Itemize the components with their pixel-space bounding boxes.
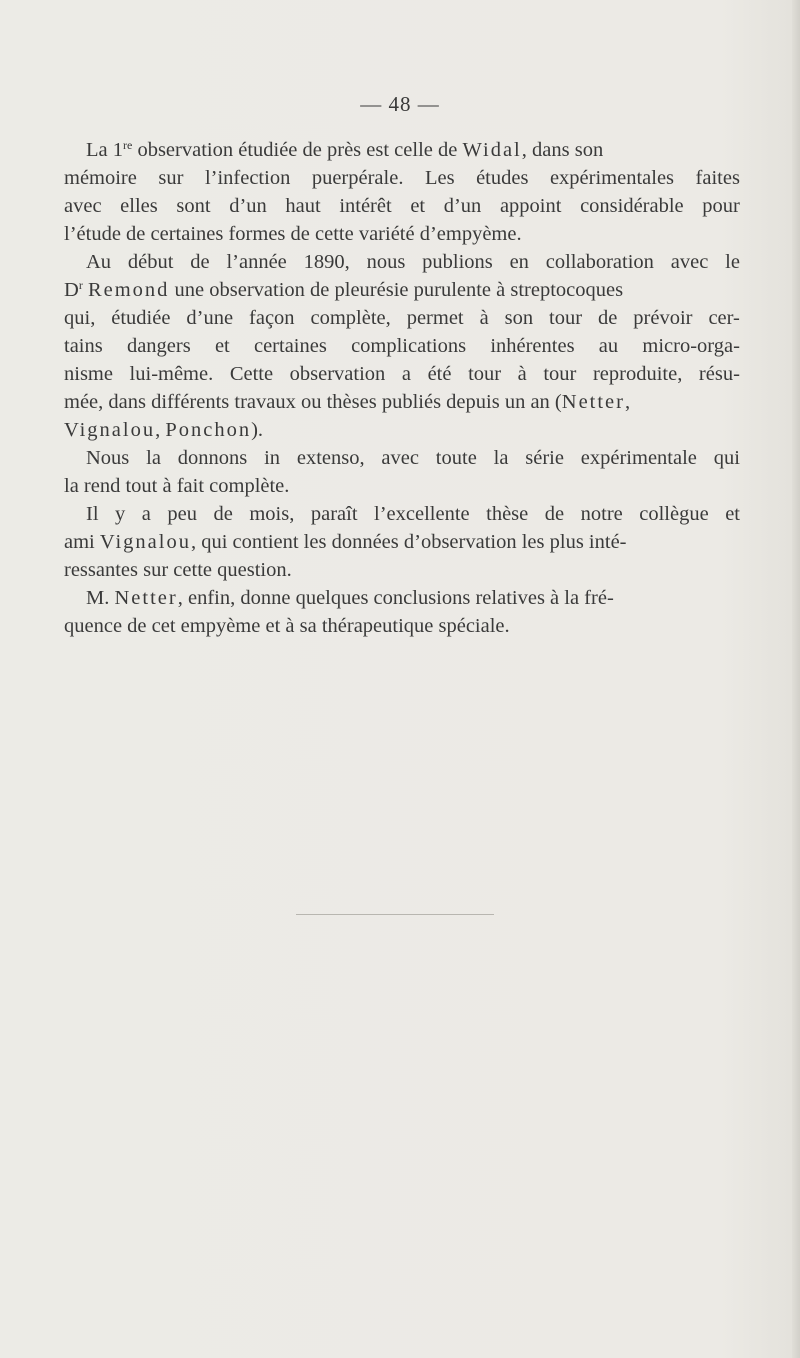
word: donnons bbox=[177, 447, 248, 469]
page-number: — 48 — bbox=[360, 92, 440, 116]
text-fragment: ). bbox=[251, 419, 264, 441]
text-fragment: ami bbox=[64, 531, 100, 553]
word: de bbox=[213, 503, 233, 525]
word: série bbox=[525, 447, 564, 469]
word: complications bbox=[351, 335, 467, 357]
word: au bbox=[598, 335, 619, 357]
word: la bbox=[493, 447, 509, 469]
word: puerpérale. bbox=[311, 167, 404, 189]
word: observation bbox=[289, 363, 386, 385]
word: toute bbox=[435, 447, 477, 469]
text-fragment: , enfin, donne quelques conclusions relatives à la fré- bbox=[177, 587, 614, 609]
text-fragment: mée, dans différents travaux ou thèses publiés depuis un an ( bbox=[64, 391, 562, 413]
word: d’un bbox=[443, 195, 482, 217]
word: l’année bbox=[226, 251, 287, 273]
word: à bbox=[479, 307, 489, 329]
text-line bbox=[64, 276, 740, 304]
word: et bbox=[214, 335, 230, 357]
word: tour bbox=[468, 363, 502, 385]
word: tains bbox=[64, 335, 103, 357]
word: et bbox=[410, 195, 426, 217]
word: façon bbox=[249, 307, 295, 329]
word: complète, bbox=[310, 307, 391, 329]
word: expérimentale bbox=[580, 447, 697, 469]
word: avec bbox=[64, 195, 102, 217]
word: faites bbox=[695, 167, 740, 189]
word: avec bbox=[381, 447, 419, 469]
text-fragment: , qui contient les données d’observation les plus inté- bbox=[190, 531, 627, 553]
word: extenso, bbox=[296, 447, 365, 469]
text-fragment: , dans son bbox=[521, 139, 604, 161]
word: notre bbox=[580, 503, 623, 525]
word: qui, bbox=[64, 307, 96, 329]
text-line bbox=[64, 248, 740, 276]
word: qui bbox=[713, 447, 740, 469]
text-fragment: observation étudiée de près est celle de bbox=[132, 139, 463, 161]
word: Cette bbox=[229, 363, 274, 385]
text-line bbox=[64, 164, 740, 192]
word: dangers bbox=[126, 335, 191, 357]
author-name: Ponchon bbox=[165, 419, 252, 441]
word: l’infection bbox=[204, 167, 291, 189]
word: intérêt bbox=[339, 195, 392, 217]
text-fragment: , bbox=[155, 419, 166, 441]
word: mémoire bbox=[64, 167, 137, 189]
author-name: Netter bbox=[561, 391, 625, 413]
text-fragment: D bbox=[64, 279, 79, 301]
text-line: la rend tout à fait complète. bbox=[64, 475, 290, 497]
text-line bbox=[64, 444, 740, 472]
word: peu bbox=[167, 503, 197, 525]
word: thèse bbox=[486, 503, 529, 525]
word: nisme bbox=[64, 363, 113, 385]
word: la bbox=[146, 447, 161, 469]
word: tour bbox=[549, 307, 583, 329]
word: elles bbox=[120, 195, 158, 217]
text-fragment: M. bbox=[86, 587, 115, 609]
body-text bbox=[64, 136, 740, 640]
word: sur bbox=[158, 167, 184, 189]
author-name: Remond bbox=[87, 279, 170, 301]
word: Il bbox=[86, 503, 99, 525]
author-name: Widal bbox=[462, 139, 522, 161]
word: considérable bbox=[580, 195, 684, 217]
word: résu- bbox=[698, 363, 740, 385]
word: début bbox=[127, 251, 174, 273]
text-line bbox=[64, 416, 740, 444]
author-name: Vignalou bbox=[64, 419, 156, 441]
word: son bbox=[504, 307, 534, 329]
word: nous bbox=[366, 251, 406, 273]
word: en bbox=[509, 251, 529, 273]
word: a bbox=[401, 363, 411, 385]
word: tour bbox=[543, 363, 577, 385]
word: haut bbox=[285, 195, 321, 217]
word: étudiée bbox=[111, 307, 171, 329]
word: de bbox=[190, 251, 210, 273]
word: prévoir bbox=[633, 307, 693, 329]
word: Les bbox=[424, 167, 455, 189]
word: à bbox=[517, 363, 527, 385]
word: paraît bbox=[310, 503, 358, 525]
text-fragment: La 1 bbox=[86, 139, 123, 161]
word: appoint bbox=[499, 195, 562, 217]
word: et bbox=[725, 503, 740, 525]
word: reproduite, bbox=[592, 363, 683, 385]
word: été bbox=[427, 363, 452, 385]
word: inhérentes bbox=[490, 335, 575, 357]
word: de bbox=[544, 503, 565, 525]
word: pour bbox=[702, 195, 740, 217]
text-line: quence de cet empyème et à sa thérapeutique spéciale. bbox=[64, 615, 510, 637]
word: publions bbox=[422, 251, 493, 273]
text-line bbox=[64, 332, 740, 360]
word: Au bbox=[86, 251, 112, 273]
author-name: Netter bbox=[114, 587, 178, 609]
text-fragment: une observation de pleurésie purulente à streptocoques bbox=[169, 279, 624, 301]
text-line bbox=[64, 304, 740, 332]
text-fragment: , bbox=[625, 391, 631, 413]
superscript: re bbox=[123, 138, 133, 152]
word: d’un bbox=[229, 195, 267, 217]
word: micro-orga- bbox=[642, 335, 740, 357]
word: expérimentales bbox=[549, 167, 675, 189]
word: collègue bbox=[639, 503, 709, 525]
word: y bbox=[115, 503, 126, 525]
word: avec bbox=[670, 251, 709, 273]
word: mois, bbox=[249, 503, 295, 525]
text-line bbox=[64, 360, 740, 388]
text-line bbox=[64, 528, 740, 556]
text-line bbox=[64, 584, 740, 612]
word: Nous bbox=[86, 447, 130, 469]
text-line bbox=[64, 192, 740, 220]
word: lui-même. bbox=[129, 363, 214, 385]
superscript: r bbox=[78, 278, 83, 292]
page-edge-shadow bbox=[792, 0, 800, 1358]
separator-rule bbox=[296, 914, 494, 915]
word: 1890, bbox=[303, 251, 350, 273]
word: certaines bbox=[253, 335, 327, 357]
word: cer- bbox=[708, 307, 740, 329]
word: d’une bbox=[186, 307, 234, 329]
text-line: l’étude de certaines formes de cette variété d’empyème. bbox=[64, 223, 522, 245]
text-line bbox=[64, 500, 740, 528]
word: l’excellente bbox=[374, 503, 470, 525]
word: de bbox=[598, 307, 618, 329]
word: études bbox=[476, 167, 529, 189]
word: le bbox=[725, 251, 740, 273]
word: permet bbox=[406, 307, 464, 329]
text-line: ressantes sur cette question. bbox=[64, 559, 292, 581]
text-line bbox=[64, 136, 740, 164]
text-line bbox=[64, 388, 740, 416]
word: sont bbox=[176, 195, 211, 217]
word: a bbox=[141, 503, 151, 525]
word: collaboration bbox=[545, 251, 654, 273]
author-name: Vignalou bbox=[99, 531, 191, 553]
word: in bbox=[264, 447, 281, 469]
